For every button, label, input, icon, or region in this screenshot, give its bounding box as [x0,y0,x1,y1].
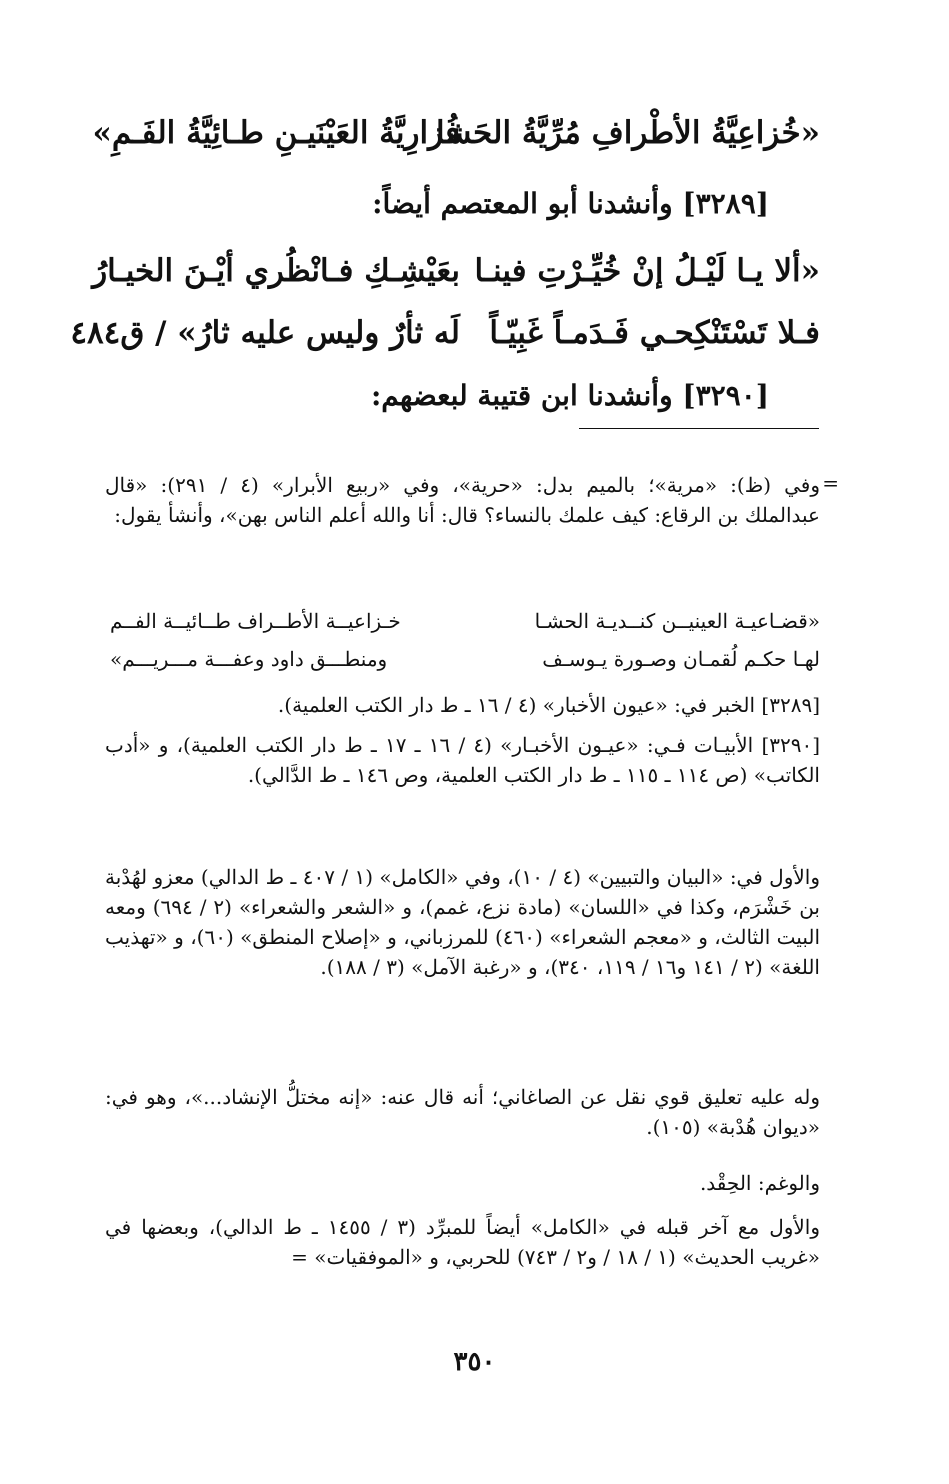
footnote-paragraph-5: وله عليه تعليق قوي نقل عن الصاغاني؛ أنه قال عنه: «إنه مختلُّ الإنشاد...»، وهو في: «ديوان هُدْبة» (١٠٥). [105,1085,820,1139]
verse-hemistich-second: خـزاعيــة الأطــراف طــائيــة الفــم [110,609,401,633]
page-number: ٣٥٠ [453,1347,496,1377]
footnote-verse-2 [110,640,820,678]
footnote-paragraph-2: [٣٢٨٩] الخبر في: «عيون الأخبار» (٤ / ١٦ ـ ط دار الكتب العلمية). [277,693,820,717]
verse-hemistich-first: لهـا حكـم لُقمـان وصـورة يـوسـف [542,647,820,671]
intro-3289: [٣٢٨٩] وأنشدنا أبو المعتصم أيضاً: [372,187,769,220]
continuation-mark: = [822,471,839,495]
verse-3289-2 [70,308,820,358]
intro-3290: [٣٢٩٠] وأنشدنا ابن قتيبة لبعضهم: [370,379,769,412]
footnote-separator [579,428,819,429]
verse-hemistich-first: «خُزاعِيَّةُ الأطْرافِ مُرِّيَّةُ الحَشا [435,115,820,151]
verse-hemistich-first: «قضـاعيـة العينيــن كنــديـة الحشـا [534,609,820,633]
footnote-paragraph-7: والأول مع آخر قبله في «الكامل» أيضاً للمبرِّد (٣ / ١٤٥٥ ـ ط الدالي)، وبعضها في «غريب الحديث» (١ / ١٨ / و٢ / ٧٤٣) للحربي، و «الموفقيات» = [105,1215,821,1269]
footnote-verse-1 [110,602,820,640]
footnote-paragraph-6: والوغم: الحِقْد. [699,1171,820,1195]
verse-hemistich-first: «ألا يـا لَيْـلُ إنْ خُيِّـرْتِ فينـا [474,253,820,289]
verse-hemistich-first: فـلا تَسْتَنْكِحـي فَـدَمـاً غَبِيّـاً [489,315,820,351]
verse-hemistich-second: فُزارِيَّةُ العَيْنَيـنِ طـائِيَّةُ الفَـمِ» [92,115,460,151]
footnote-paragraph-1: وفي (ظ): «مرية»؛ بالميم بدل: «حرية»، وفي «ربيع الأبرار» (٤ / ٢٩١): «قال عبدالملك بن الرقاع: كيف علمك بالنساء؟ قال: أنا والله أعلم الناس بهن»، وأنشأ يقول: [105,473,821,527]
verse-hemistich-second: لَه ثأرٌ وليس عليه ثارُ» / ق٤٨٤ [70,315,460,351]
verse-3289-1 [92,246,820,296]
footnote-paragraph-4: والأول في: «البيان والتبيين» (٤ / ١٠)، وفي «الكامل» (١ / ٤٠٧ ـ ط الدالي) معزو لهُدْبة بن خَشْرَم، وكذا في «اللسان» (مادة نزع، غمم)، و «الشعر والشعراء» (٢ / ٦٩٤) ومعه البيت الثالث، و «معجم الشعراء» (٤٦٠) للمرزباني، و «إصلاح المنطق» (٦٠)، و «تهذيب اللغة» (٢ / ١٤١ و١٦ / ١١٩، ٣٤٠)، و «رغبة الآمل» (٣ / ١٨٨). [105,865,821,979]
footnote-paragraph-3: [٣٢٩٠] الأبيـات فـي: «عيـون الأخبـار» (٤ / ١٦ ـ ١٧ ـ ط دار الكتب العلمية)، و «أدب الكاتب» (ص ١١٤ ـ ١١٥ ـ ط دار الكتب العلمية، وص ١٤٦ ـ ط الدَّالي). [105,733,821,787]
verse-hemistich-second: بعَيْشِـكِ فـانْظُري أيْـنَ الخيـارُ [92,253,460,289]
verse-hemistich-second: ومنطـــق داود وعفـــة مـــريـــم» [110,647,388,671]
verse-line-1 [92,108,820,158]
